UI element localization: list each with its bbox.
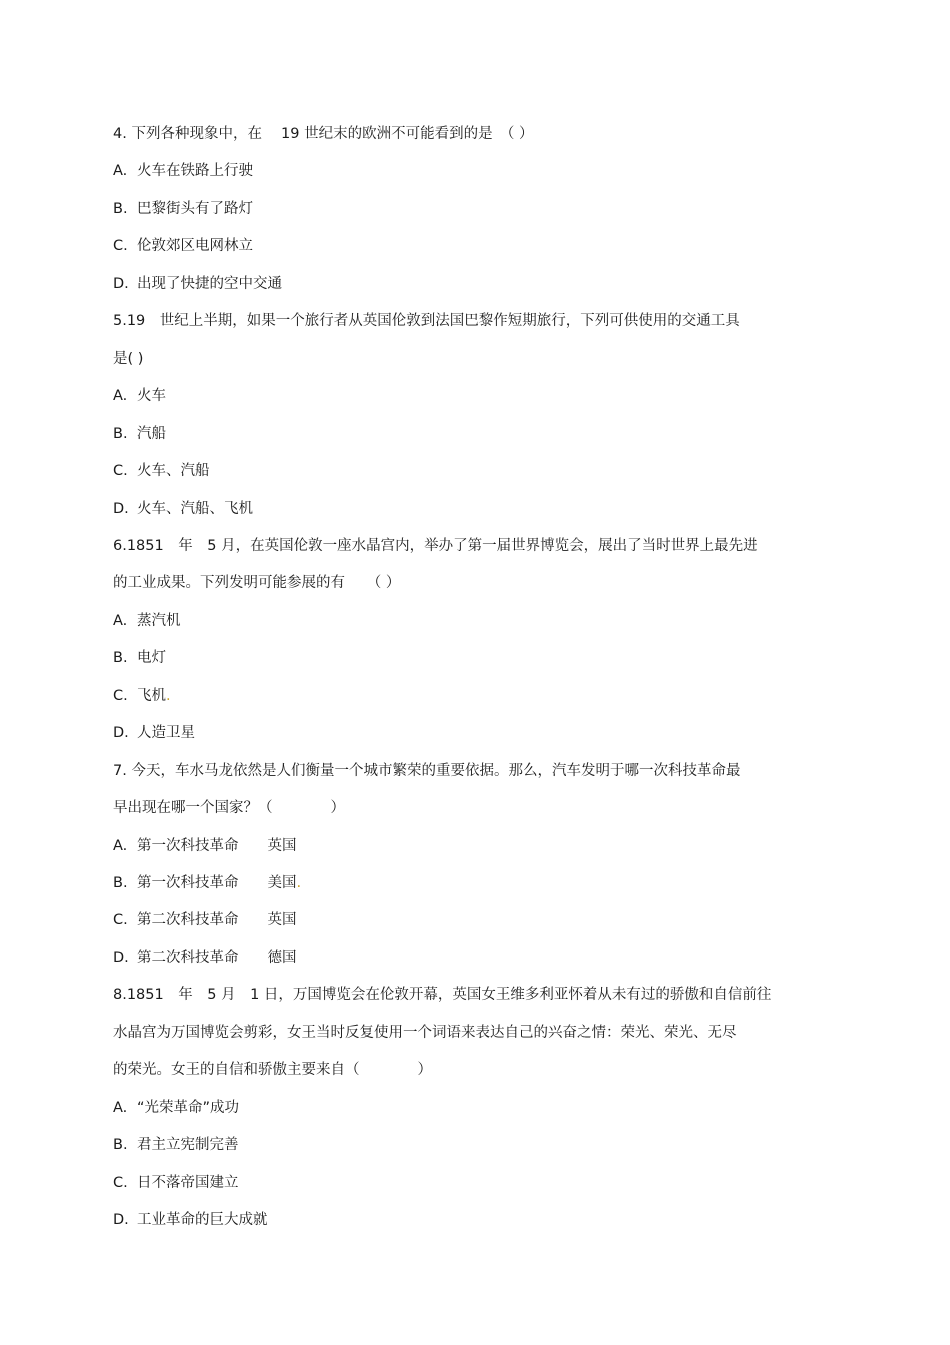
option-label: A. [113,837,128,854]
option-text: 工业革命的巨大成就 [137,1212,268,1229]
answer-option [113,424,166,444]
option-text: 人造卫星 [137,725,195,742]
question-stem-line [113,1023,737,1043]
answer-option [113,161,253,181]
option-text: 飞机 [137,687,166,704]
option-text: 电灯 [137,650,166,667]
option-text: 汽船 [137,425,166,442]
answer-option [113,723,195,743]
question-stem-line-text: 7. 今天，车水马龙依然是人们衡量一个城市繁荣的重要依据。那么，汽车发明于哪一次科技革命最 [113,762,741,779]
option-label: D. [113,949,129,966]
option-text: 第二次科技革命 德国 [137,949,297,966]
question-stem-line-text: 4. 下列各种现象中，在 19 世纪末的欧洲不可能看到的是 （ ） [113,126,534,142]
option-text: 日不落帝国建立 [137,1174,239,1191]
option-text: 第一次科技革命 美国 [137,875,297,891]
option-label: D. [113,725,129,742]
answer-option [113,199,253,219]
option-label: C. [113,463,128,480]
option-label: C. [113,912,128,929]
stray-mark: . [166,687,171,704]
answer-option [113,648,166,668]
stray-mark: . [296,875,302,891]
option-label: B. [113,875,128,891]
answer-option [113,686,171,706]
answer-option [113,873,301,893]
question-stem-line [113,573,400,593]
option-label: B. [113,425,128,442]
answer-option [113,461,210,481]
answer-option [113,1098,239,1118]
question-stem-line-text: 的荣光。女王的自信和骄傲主要来自（ ） [113,1062,432,1079]
option-label: C. [113,238,128,255]
question-stem-line [113,536,758,556]
answer-option [113,948,297,968]
answer-option [113,1173,239,1193]
question-stem-line-text: 6.1851 年 5 月，在英国伦敦一座水晶宫内，举办了第一届世界博览会，展出了当时世界上最先进 [113,537,758,554]
option-text: 君主立宪制完善 [137,1137,239,1154]
option-text: 第一次科技革命 英国 [137,837,297,854]
option-label: D. [113,1212,129,1229]
question-stem-line-text: 的工业成果。下列发明可能参展的有 （ ） [113,575,401,592]
answer-option [113,910,297,930]
option-text: 火车、汽船 [137,463,210,480]
option-text: “光荣革命”成功 [137,1099,240,1116]
option-text: 蒸汽机 [137,612,181,629]
option-label: C. [113,1174,128,1191]
option-text: 出现了快捷的空中交通 [137,275,282,292]
answer-option [113,236,253,256]
option-label: D. [113,500,129,517]
option-text: 伦敦郊区电网林立 [137,238,253,255]
option-label: B. [113,650,128,667]
answer-option [113,1210,268,1230]
question-stem-line [113,798,345,818]
question-stem-line-text: 5.19 世纪上半期，如果一个旅行者从英国伦敦到法国巴黎作短期旅行，下列可供使用的交通工具 [113,313,740,330]
question-stem-line-text: 早出现在哪一个国家？（ ） [113,800,345,817]
option-label: B. [113,1137,128,1154]
answer-option [113,836,297,856]
option-text: 巴黎街头有了路灯 [137,200,253,217]
option-label: B. [113,200,128,217]
option-label: A. [113,1099,128,1116]
answer-option [113,1135,239,1155]
option-label: D. [113,275,129,292]
answer-option [113,611,181,631]
question-stem-line [113,349,143,369]
option-text: 第二次科技革命 英国 [137,912,297,929]
option-label: C. [113,687,128,704]
answer-option [113,499,253,519]
question-stem-line-text: 8.1851 年 5 月 1 日，万国博览会在伦敦开幕，英国女王维多利亚怀着从未有过的骄傲和自信前往 [113,987,772,1004]
question-stem-line [113,124,533,144]
question-stem-line [113,985,771,1005]
option-label: A. [113,612,128,629]
option-text: 火车 [137,388,166,405]
question-stem-line-text: 是( ) [113,350,144,367]
question-stem-line [113,761,740,781]
option-text: 火车、汽船、飞机 [137,500,253,517]
option-label: A. [113,388,128,405]
question-stem-line [113,311,740,331]
option-label: A. [113,163,128,180]
answer-option [113,386,166,406]
answer-option [113,274,282,294]
question-stem-line [113,1060,432,1080]
option-text: 火车在铁路上行驶 [137,163,253,180]
question-stem-line-text: 水晶宫为万国博览会剪彩，女王当时反复使用一个词语来表达自己的兴奋之情：荣光、荣光、无尽 [113,1024,737,1041]
